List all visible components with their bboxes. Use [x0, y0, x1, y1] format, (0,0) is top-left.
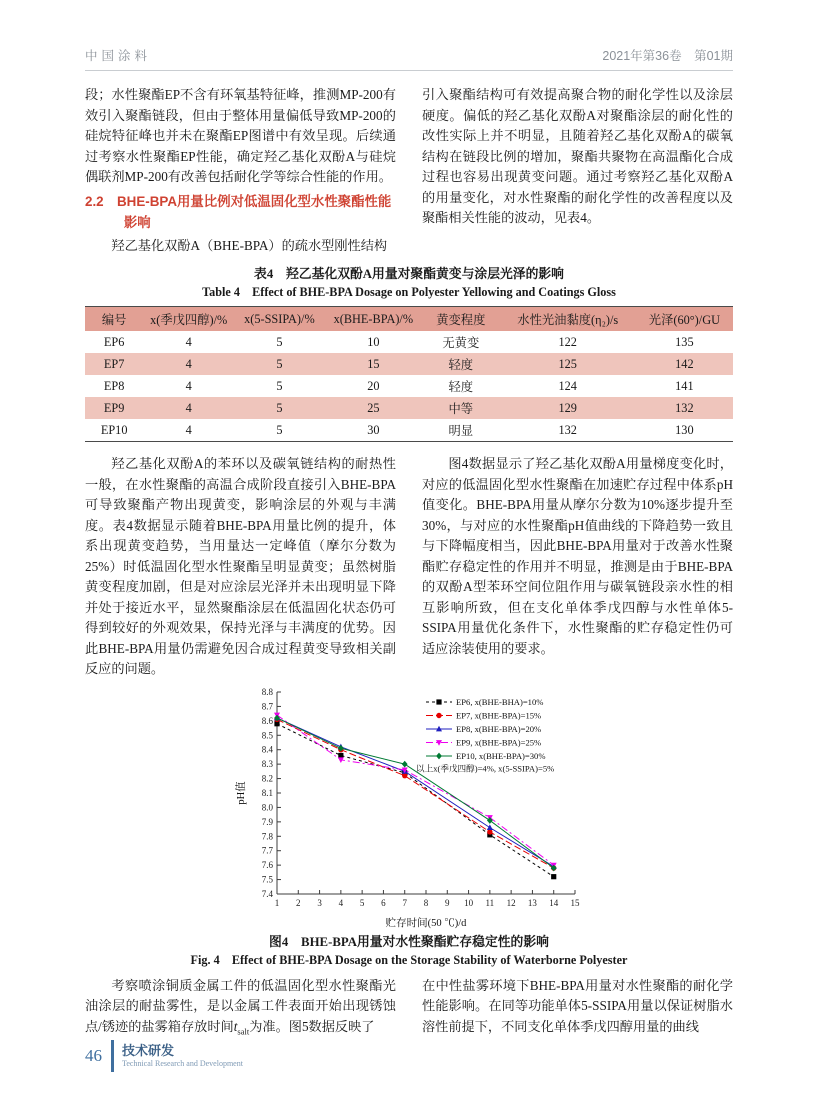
page-number: 46	[85, 1046, 102, 1065]
table-cell: 15	[367, 356, 380, 371]
svg-text:3: 3	[317, 897, 322, 908]
svg-text:7.4: 7.4	[261, 888, 273, 899]
table-cell: 122	[558, 334, 577, 349]
svg-text:EP6, x(BHE-BHA)=10%: EP6, x(BHE-BHA)=10%	[456, 696, 544, 707]
figure4-block	[85, 684, 733, 932]
svg-text:7.7: 7.7	[261, 845, 273, 856]
svg-text:7.6: 7.6	[261, 859, 273, 870]
table-cell: 30	[367, 422, 380, 437]
right-column-bottom	[422, 976, 733, 1042]
svg-text:EP7, x(BHE-BPA)=15%: EP7, x(BHE-BPA)=15%	[456, 710, 542, 720]
table-cell: 4	[185, 422, 192, 437]
table-cell: 5	[276, 378, 283, 393]
svg-text:8.1: 8.1	[261, 787, 273, 798]
svg-text:4: 4	[338, 897, 344, 908]
table-cell: 5	[276, 422, 283, 437]
table-header-cell: 编号	[101, 313, 127, 327]
table-cell: 141	[675, 378, 694, 393]
table-row	[85, 397, 733, 419]
table-header-cell: 黄变程度	[436, 313, 486, 327]
svg-text:8: 8	[423, 897, 429, 908]
table4	[85, 306, 733, 442]
left-column-bottom	[85, 976, 396, 1042]
table-header-row	[85, 307, 733, 332]
footer-section-en: Technical Research and Development	[122, 1059, 243, 1068]
svg-text:7.9: 7.9	[261, 816, 273, 827]
issue-info: 2021年第36卷 第01期	[602, 49, 733, 63]
svg-text:以上x(季戊四醇)=4%, x(5-SSIPA)=5%: 以上x(季戊四醇)=4%, x(5-SSIPA)=5%	[416, 763, 555, 773]
table-cell: 124	[558, 378, 577, 393]
svg-text:5: 5	[359, 897, 365, 908]
table4-body	[85, 331, 733, 442]
table-cell: 中等	[448, 402, 474, 416]
table4-block	[85, 266, 733, 442]
paragraph-text: 考察喷涂铜质金属工件的低温固化型水性聚酯光油涂层的耐盐雾性，是以金属工件表面开始出现锈蚀点/锈迹的盐雾箱存放时间	[85, 977, 396, 1034]
svg-text:11: 11	[485, 897, 495, 908]
svg-text:15: 15	[570, 897, 580, 908]
right-column-mid	[422, 454, 733, 680]
table-cell: 5	[276, 334, 283, 349]
table-cell: 132	[558, 422, 577, 437]
svg-text:12: 12	[506, 897, 516, 908]
svg-text:8.7: 8.7	[261, 700, 273, 711]
table-row	[85, 331, 733, 353]
svg-text:1: 1	[274, 897, 280, 908]
svg-text:7: 7	[402, 897, 407, 908]
table-cell: 129	[558, 400, 577, 415]
mid-text-section	[85, 454, 733, 680]
table-cell: EP8	[103, 378, 125, 393]
table-cell: 5	[276, 356, 283, 371]
table-cell: EP6	[103, 334, 125, 349]
paragraph	[85, 976, 396, 1042]
table-cell: EP9	[103, 400, 125, 415]
footer-section-zh: 技术研发	[122, 1043, 175, 1058]
section-number: 2.2	[85, 193, 104, 209]
table-cell: EP10	[100, 422, 128, 437]
footer-section	[122, 1043, 243, 1069]
table-header-cell: 水性光油黏度(η₂)/s	[517, 313, 619, 327]
page-header	[85, 46, 733, 71]
figure4-caption-en: Fig. 4 Effect of BHE-BPA Dosage on the Storage Stability of Waterborne Polyester	[190, 952, 628, 967]
svg-text:8.3: 8.3	[261, 758, 273, 769]
table-cell: 20	[367, 378, 380, 393]
figure4-caption-zh: 图4 BHE-BPA用量对水性聚酯贮存稳定性的影响	[269, 934, 549, 949]
right-column-top	[422, 85, 733, 256]
table-cell: 轻度	[448, 380, 474, 394]
svg-text:14: 14	[549, 897, 559, 908]
svg-text:EP10, x(BHE-BPA)=30%: EP10, x(BHE-BPA)=30%	[456, 750, 546, 761]
svg-text:13: 13	[527, 897, 537, 908]
table-cell: 无黄变	[442, 336, 480, 350]
svg-text:8.6: 8.6	[261, 715, 273, 726]
table4-title-en: Table 4 Effect of BHE-BPA Dosage on Polyester Yellowing and Coatings Gloss	[202, 285, 616, 299]
table-row	[85, 375, 733, 397]
svg-text:EP9, x(BHE-BPA)=25%: EP9, x(BHE-BPA)=25%	[456, 737, 542, 747]
table-header-cell: x(5-SSIPA)/%	[244, 311, 315, 326]
svg-text:9: 9	[445, 897, 450, 908]
ph-line-chart	[233, 684, 585, 932]
paragraph: 段；水性聚酯EP不含有环氧基特征峰，推测MP-200有效引入聚酯链段，但由于整体用量偏低导致MP-200的硅烷特征峰也并未在聚酯EP图谱中有效呈现。后续通过考察水性聚酯EP性能，确定羟乙基化双酚A与硅烷偶联剂MP-200有改善包括耐化学等综合性能的作用。	[85, 87, 396, 184]
table-cell: 轻度	[448, 358, 474, 372]
svg-text:6: 6	[381, 897, 386, 908]
svg-text:2: 2	[296, 897, 301, 908]
left-column-top	[85, 85, 396, 256]
svg-text:pH值: pH值	[236, 780, 247, 805]
svg-text:贮存时间(50 ℃)/d: 贮存时间(50 ℃)/d	[385, 917, 467, 929]
section-title: BHE-BPA用量比例对低温固化型水性聚酯性能影响	[103, 193, 392, 230]
table-header-cell: 光泽(60°)/GU	[648, 313, 720, 327]
left-column-mid	[85, 454, 396, 680]
journal-name: 中国涂料	[85, 49, 152, 63]
svg-text:8.5: 8.5	[261, 729, 273, 740]
table-cell: 4	[185, 400, 192, 415]
svg-text:8.2: 8.2	[261, 773, 273, 784]
svg-text:EP8, x(BHE-BPA)=20%: EP8, x(BHE-BPA)=20%	[456, 723, 542, 734]
table-cell: 4	[185, 378, 192, 393]
table-cell: 135	[675, 334, 694, 349]
table4-title-zh: 表4 羟乙基化双酚A用量对聚酯黄变与涂层光泽的影响	[254, 267, 564, 281]
paragraph-text: 为准。图5数据反映了	[249, 1018, 375, 1034]
variable-t-subscript: salt	[237, 1026, 250, 1037]
svg-text:10: 10	[464, 897, 474, 908]
svg-text:8.4: 8.4	[261, 744, 273, 755]
table-cell: 125	[558, 356, 577, 371]
table-cell: 4	[185, 334, 192, 349]
table-cell: 25	[367, 400, 380, 415]
variable-t: t	[233, 1018, 238, 1034]
paragraph: 羟乙基化双酚A的苯环以及碳氧链结构的耐热性一般，在水性聚酯的高温合成阶段直接引入BHE-BPA可导致聚酯产物出现黄变，影响涂层的外观与丰满度。表4数据显示随着BHE-BPA用量比例的提升，体系出现黄变趋势，当用量达一定峰值（摩尔分数为25%）时低温固化型水性聚酯呈明显黄变；虽然树脂黄变程度加剧，但是对应涂层光泽并未出现明显下降并处于接近水平，显然聚酯涂层在低温固化状态仍可得到较好的外观效果，保持光泽与丰满度的优势。因此BHE-BPA用量仍需避免因合成过程黄变导致相关副反应的问题。	[85, 456, 396, 676]
page-footer	[85, 1040, 243, 1072]
footer-divider	[111, 1040, 114, 1072]
table-cell: 130	[675, 422, 694, 437]
table-row	[85, 353, 733, 375]
table-cell: 132	[675, 400, 694, 415]
svg-text:8.0: 8.0	[261, 801, 273, 812]
paragraph: 羟乙基化双酚A（BHE-BPA）的疏水型刚性结构	[111, 237, 388, 253]
table-cell: 4	[185, 356, 192, 371]
svg-text:8.8: 8.8	[261, 686, 273, 697]
paragraph: 图4数据显示了羟乙基化双酚A用量梯度变化时，对应的低温固化型水性聚酯在加速贮存过程中体系pH值变化。BHE-BPA用量从摩尔分数为10%逐步提升至30%，与对应的水性聚酯pH值曲线的下降趋势一致且与下降幅度相当，因此BHE-BPA用量对于改善水性聚酯贮存稳定性的作用并不明显，推测是由于BHE-BPA的双酚A型苯环空间位阻作用与碳氧链段亲水性的相互影响所致，但在支化单体季戊四醇与水性单体5-SSIPA用量优化条件下，水性聚酯的贮存稳定性仍可适应涂装使用的要求。	[422, 456, 733, 656]
bottom-text-section	[85, 976, 733, 1042]
section-heading	[85, 191, 396, 234]
paragraph: 在中性盐雾环境下BHE-BPA用量对水性聚酯的耐化学性能影响。在同等功能单体5-SSIPA用量以保证树脂水溶性前提下，不同支化单体季戊四醇用量的曲线	[422, 977, 733, 1034]
svg-text:7.8: 7.8	[261, 830, 273, 841]
svg-text:7.5: 7.5	[261, 874, 273, 885]
table-cell: EP7	[103, 356, 125, 371]
table-cell: 5	[276, 400, 283, 415]
table-cell: 142	[675, 356, 694, 371]
table-header-cell: x(季戊四醇)/%	[150, 313, 228, 327]
paragraph: 引入聚酯结构可有效提高聚合物的耐化学性以及涂层硬度。偏低的羟乙基化双酚A对聚酯涂层的耐化性的改性实际上并不明显，且随着羟乙基化双酚A的碳氧结构在链段比例的增加，聚酯共聚物在高温酯化合成过程也容易出现黄变问题。通过考察羟乙基化双酚A的用量变化，对水性聚酯的耐化学性的改善程度以及聚酯相关性能的波动，见表4。	[422, 87, 733, 225]
table-cell: 明显	[448, 424, 474, 438]
table-header-cell: x(BHE-BPA)/%	[333, 311, 414, 326]
table-cell: 10	[367, 334, 380, 349]
top-text-section	[85, 85, 733, 256]
table-row	[85, 419, 733, 442]
